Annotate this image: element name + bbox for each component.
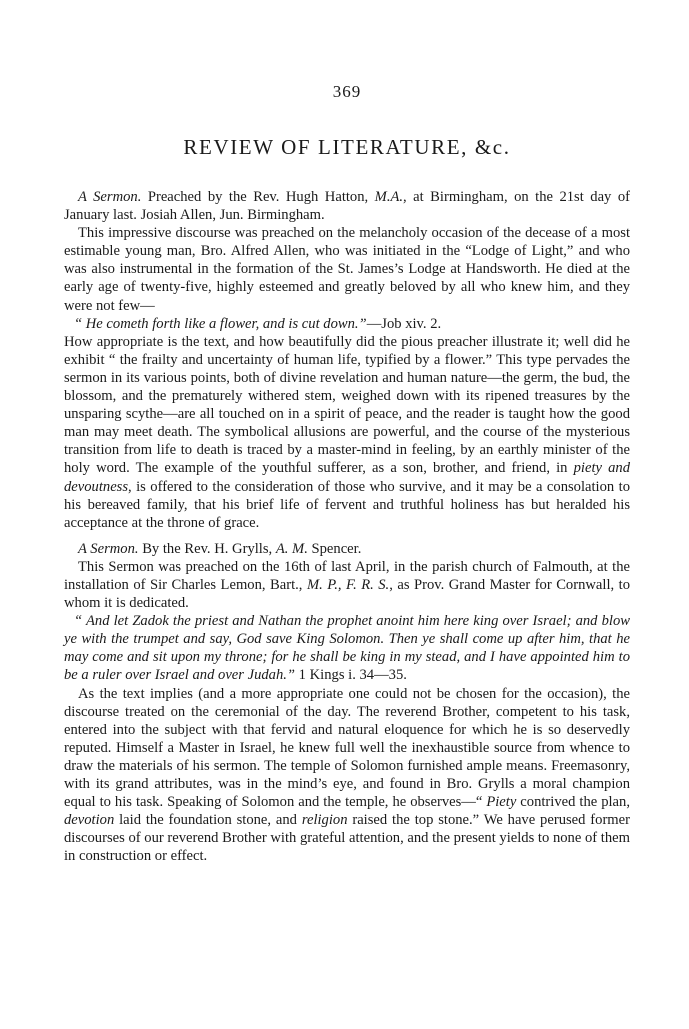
review-2-degree: A. M. — [275, 540, 308, 557]
review-2-paragraph-2-b: contrived the plan, — [516, 794, 630, 811]
review-2-quote — [64, 612, 630, 684]
review-2-paragraph-1-italic: M. P., F. R. S. — [306, 576, 390, 593]
review-2-paragraph-1-b: , as Prov. Grand Master for Cornwall, to whom it is dedicated. — [64, 576, 630, 612]
review-1-paragraph-2-b: , is offered to the consideration of those who survive, and it may be a consolation to his bereaved family, that his brief life of fervent and truthful holiness has but heralded his acceptance at the throne of grace. — [64, 478, 630, 531]
article-body — [64, 188, 630, 865]
review-1-paragraph-2 — [64, 333, 630, 532]
review-2-heading-tail: Spencer. — [307, 540, 362, 557]
review-1-paragraph-2-a: How appropriate is the text, and how beautifully did the pious preacher illustrate it; well did he exhibit “ the frailty and uncertainty of human life, typified by a flower.” This type pervades the sermon in its various points, both of divine revelation and human nature—the germ, the bud, the blossom, and the prematurely withered stem, weighed down with its ripened treasures by the unsparing scythe—are all touched on in a spirit of peace, and the reader is taught how the good man may meet death. The symbolical allusions are powerful, and the course of the mysterious transition from life to death is traced by a master-mind in feeling, by an earthly minister of the holy word. The example of the youthful sufferer, as a son, brother, and friend, in — [64, 333, 630, 477]
review-1-paragraph-1: This impressive discourse was preached on the melancholy occasion of the decease of a most estimable young man, Bro. Alfred Allen, who was initiated in the “Lodge of Light,” and who was also instrumental in the formation of the St. James’s Lodge at Handsworth. He died at the early age of twenty-five, highly esteemed and greatly beloved by all who knew him, and they were not few— — [64, 225, 630, 314]
review-2-paragraph-2-a: As the text implies (and a more appropriate one could not be chosen for the occasion), the discourse treated on the ceremonial of the day. The reverend Brother, competent to his task, entered into the subject with that fervid and natural eloquence for which he is so deservedly reputed. Himself a Master in Israel, he knew full well the inexhaustible source from whence to draw the materials of his sermon. The temple of Solomon furnished ample means. Freemasonry, with its grand attributes, was in the mind’s eye, and found in Bro. Grylls a moral champion equal to his task. Speaking of Solomon and the temple, he observes—“ — [64, 685, 630, 811]
review-2-religion: religion — [301, 812, 348, 829]
review-2-paragraph-1 — [64, 558, 630, 612]
review-2-piety: Piety — [486, 794, 517, 811]
review-2-paragraph-2-d: raised the top stone.” We have perused former discourses of our reverend Brother with grateful attention, and the present yields to none of them in construction or effect. — [64, 812, 630, 865]
review-2-quote-ref: 1 Kings i. 34—35. — [295, 667, 407, 684]
review-2-paragraph-1-a: This Sermon was preached on the 16th of last April, in the parish church of Falmouth, at the installation of Sir Charles Lemon, Bart., — [64, 558, 630, 593]
review-2-devotion: devotion — [64, 812, 115, 829]
review-2-paragraph-2-c: laid the foundation stone, and — [114, 812, 302, 829]
review-1-degree: M.A. — [374, 189, 404, 205]
review-1-quote — [64, 315, 630, 333]
review-1-heading-italic: A Sermon. — [78, 189, 142, 205]
review-1-heading — [64, 188, 630, 224]
review-1-quote-ref: —Job xiv. 2. — [366, 315, 442, 332]
review-1-heading-tail: , at Birmingham, on the 21st day of January last. Josiah Allen, Jun. Birmingham. — [64, 189, 630, 224]
review-1-quote-text: “ He cometh forth like a flower, and is cut down.” — [74, 315, 367, 332]
review-2-quote-text: “ And let Zadok the priest and Nathan the prophet anoint him here king over Israel; and blow ye with the trumpet and say, God save King Solomon. Then ye shall come up after him, that he may come and sit upon my throne; for he shall be king in my stead, and I have appointed him to be a ruler over Israel and over Judah.” — [64, 613, 630, 684]
page-number: 369 — [332, 82, 362, 101]
review-2-heading-italic: A Sermon. — [78, 540, 139, 557]
review-2-paragraph-2 — [64, 685, 630, 866]
review-1-heading-text: Preached by the Rev. Hugh Hatton, — [141, 189, 375, 205]
review-1-paragraph-2-italic: piety and devoutness — [64, 460, 630, 495]
review-2-heading — [64, 540, 630, 558]
page-title: REVIEW OF LITERATURE, &c. — [183, 135, 511, 159]
review-2-heading-text: By the Rev. H. Grylls, — [138, 540, 276, 557]
